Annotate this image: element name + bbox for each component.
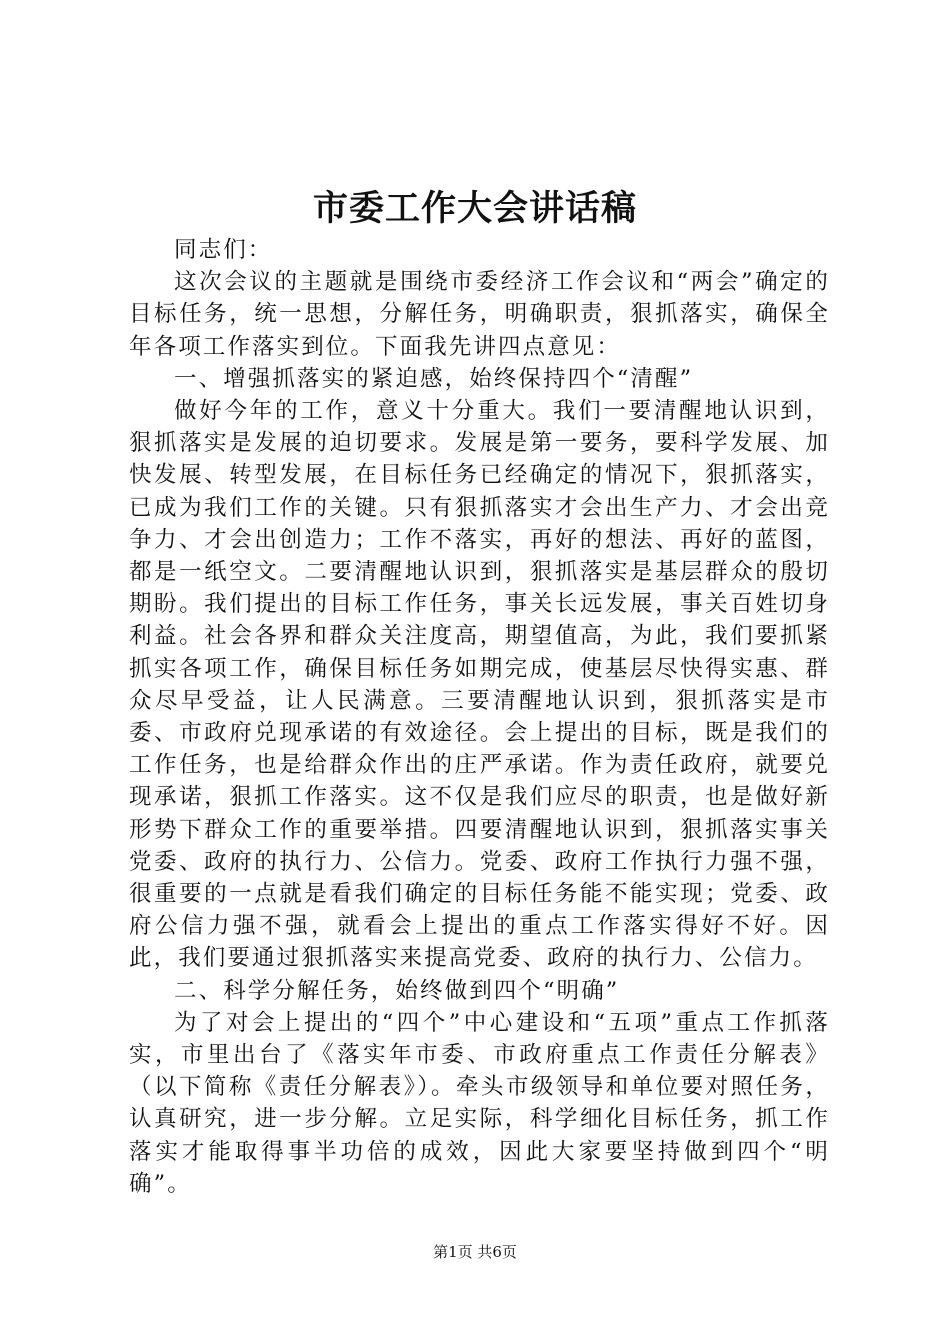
section-heading-2: 二、科学分解任务，始终做到四个“明确” xyxy=(174,977,620,1004)
intro-paragraph: 这次会议的主题就是围绕市委经济工作会议和“两会”确定的目标任务，统一思想，分解任务，明确职责，狠抓落实，确保全年各项工作落实到位。下面我先讲四点意见： xyxy=(129,269,830,360)
document-body xyxy=(129,234,830,1200)
section-heading-1: 一、增强抓落实的紧迫感，始终保持四个“清醒” xyxy=(174,365,694,392)
section-1-paragraph: 做好今年的工作，意义十分重大。我们一要清醒地认识到，狠抓落实是发展的迫切要求。发展是第一要务，要科学发展、加快发展、转型发展，在目标任务已经确定的情况下，狠抓落实，已成为我们工作的关键。只有狠抓落实才会出生产力、才会出竞争力、才会出创造力；工作不落实，再好的想法、再好的蓝图，都是一纸空文。二要清醒地认识到，狠抓落实是基层群众的殷切期盼。我们提出的目标工作任务，事关长远发展，事关百姓切身利益。社会各界和群众关注度高，期望值高，为此，我们要抓紧抓实各项工作，确保目标任务如期完成，使基层尽快得实惠、群众尽早受益，让人民满意。三要清醒地认识到，狠抓落实是市委、市政府兑现承诺的有效途径。会上提出的目标，既是我们的工作任务，也是给群众作出的庄严承诺。作为责任政府，就要兑现承诺，狠抓工作落实。这不仅是我们应尽的职责，也是做好新形势下群众工作的重要举措。四要清醒地认识到，狠抓落实事关党委、政府的执行力、公信力。党委、政府工作执行力强不强，很重要的一点就是看我们确定的目标任务能不能实现；党委、政府公信力强不强，就看会上提出的重点工作落实得好不好。因此，我们要通过狠抓落实来提高党委、政府的执行力、公信力。 xyxy=(129,398,830,972)
page-number-footer: 第1页 共6页 xyxy=(433,1243,517,1261)
document-title: 市委工作大会讲话稿 xyxy=(312,188,637,229)
section-2-paragraph: 为了对会上提出的“四个”中心建设和“五项”重点工作抓落实，市里出台了《落实年市委、市政府重点工作责任分解表》（以下简称《责任分解表》）。牵头市级领导和单位要对照任务，认真研究，进一步分解。立足实际，科学细化目标任务，抓工作落实才能取得事半功倍的成效，因此大家要坚持做到四个“明确”。 xyxy=(129,1009,830,1197)
salutation-paragraph: 同志们： xyxy=(174,237,273,263)
